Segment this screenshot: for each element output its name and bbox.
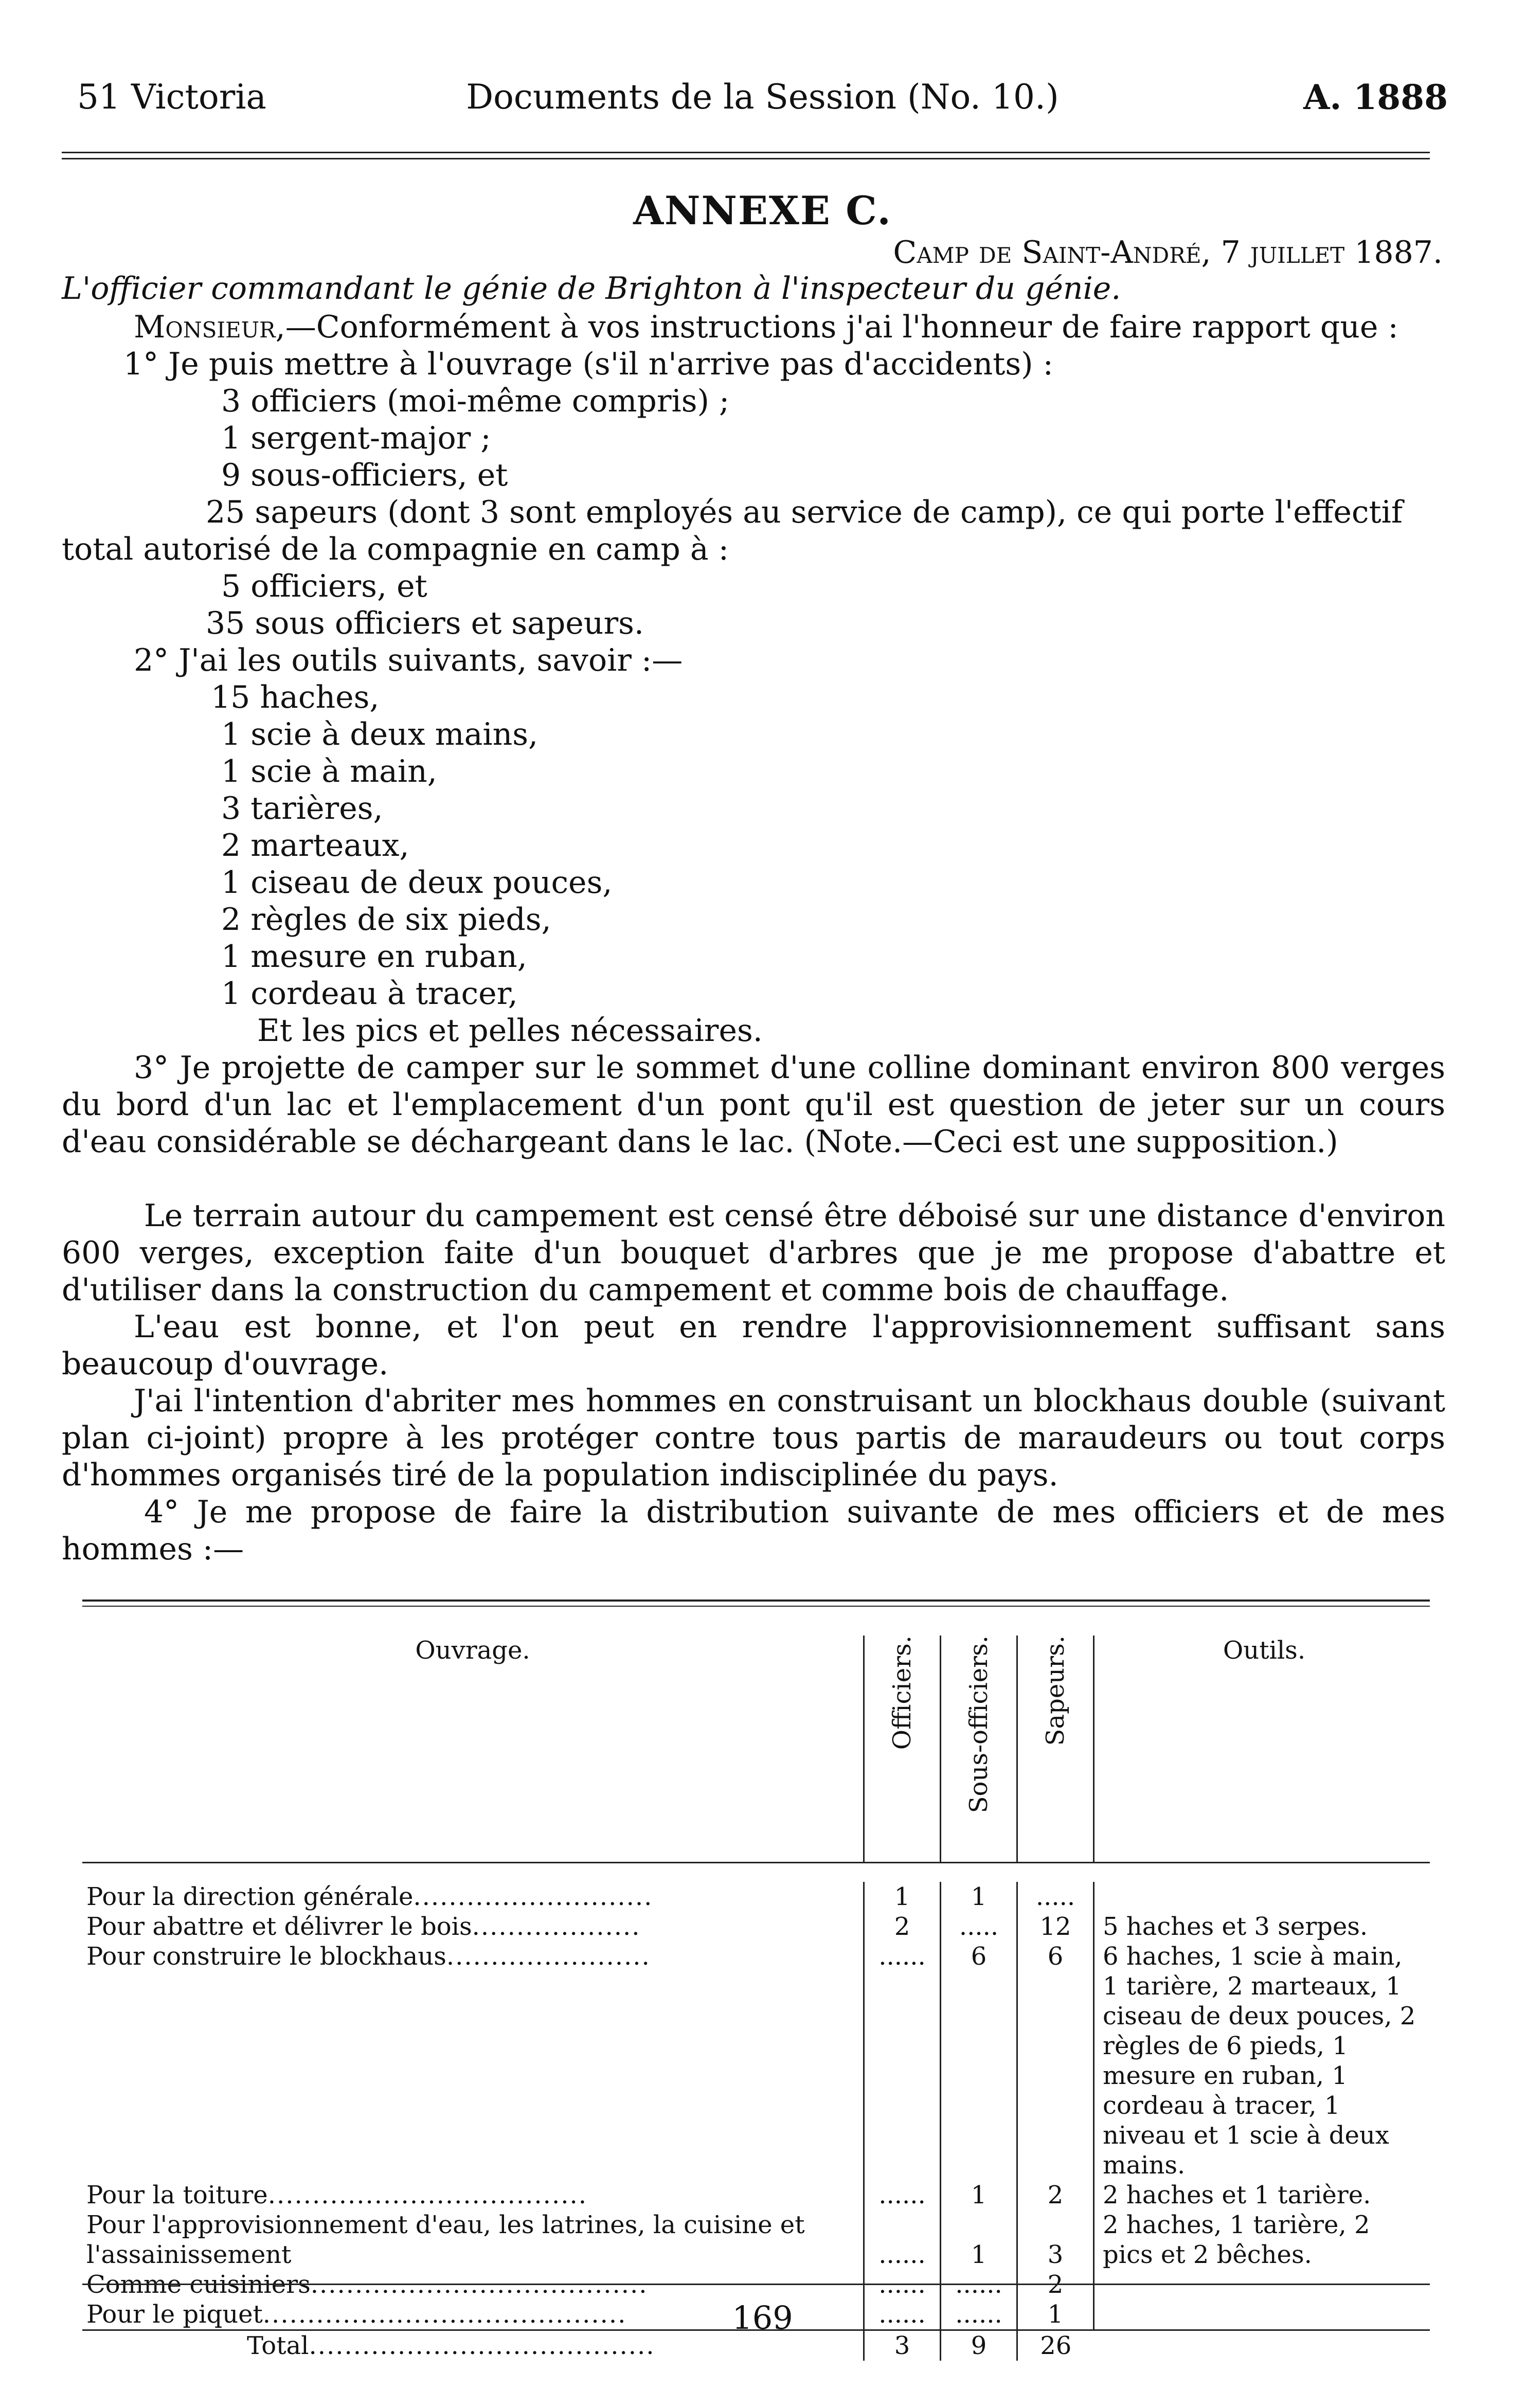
row-outils: 2 haches et 1 tarière.: [1094, 2180, 1430, 2210]
tool-item: 1 scie à main,: [221, 753, 437, 789]
row-sous-officiers: 1: [941, 2180, 1017, 2210]
header-sous-officiers: Sous-officiers.: [964, 1636, 993, 1813]
row-officiers: ......: [864, 2180, 941, 2210]
tool-item: 2 règles de six pieds,: [221, 902, 551, 938]
header-left: 51 Victoria: [77, 77, 266, 117]
row-officiers: ......: [864, 2210, 941, 2270]
p1-continuation: total autorisé de la compagnie en camp à :: [62, 531, 729, 567]
row-sous-officiers: 6: [941, 1942, 1017, 2180]
row-sapeurs: 12: [1017, 1912, 1094, 1942]
row-ouvrage: Pour le piquet.........................................: [86, 2300, 627, 2329]
total-officiers: 3: [864, 2330, 941, 2361]
p1-item: 3 officiers (moi-même compris) ;: [221, 383, 730, 419]
row-officiers: ......: [864, 1942, 941, 2180]
header-right: A. 1888: [1303, 77, 1448, 117]
tool-item: 15 haches,: [211, 679, 380, 715]
tool-item: Et les pics et pelles nécessaires.: [257, 1013, 763, 1049]
row-ouvrage: Pour construire le blockhaus.......................: [86, 1942, 651, 1971]
paragraph-terrain: Le terrain autour du campement est censé être déboisé sur une distance d'environ 600 verges, exception faite d'un bouquet d'arbres que je me propose d'abattre et d'utiliser dans la construction du campement et comme bois de chauffage.: [62, 1198, 1445, 1308]
header-sapeurs: Sapeurs.: [1041, 1636, 1070, 1746]
tool-item: 2 marteaux,: [221, 828, 409, 864]
row-outils: 2 haches, 1 tarière, 2 pics et 2 bêches.: [1094, 2210, 1430, 2270]
row-sapeurs: 1: [1017, 2299, 1094, 2330]
row-ouvrage: Pour abattre et délivrer le bois...................: [86, 1912, 641, 1941]
date-line: Camp de Saint-André, 7 juillet 1887.: [893, 235, 1443, 271]
row-sous-officiers: .....: [941, 1912, 1017, 1942]
point-1: 1° Je puis mettre à l'ouvrage (s'il n'arrive pas d'accidents) :: [123, 346, 1053, 382]
point-4: 4° Je me propose de faire la distribution suivante de mes officiers et de mes hommes :—: [62, 1494, 1445, 1567]
header-ouvrage: Ouvrage.: [415, 1636, 530, 1665]
table-rule-bottom: [82, 2284, 1430, 2285]
distribution-table: [82, 1636, 1430, 2361]
table-rule-top: [82, 1600, 1430, 1602]
row-ouvrage: Pour la toiture....................................: [86, 2181, 587, 2209]
addressee-line: L'officier commandant le génie de Brighton à l'inspecteur du génie.: [62, 271, 1121, 307]
p1-item: 25 sapeurs (dont 3 sont employés au service de camp), ce qui porte l'effectif: [206, 494, 1403, 530]
row-ouvrage: Pour la direction générale...........................: [86, 1882, 653, 1911]
point-3: 3° Je projette de camper sur le sommet d'une colline dominant environ 800 verges du bord d'un lac et l'emplacement d'un pont qu'il est question de jeter sur un cours d'eau considérable se déchargeant dans le lac. (Note.—Ceci est une supposition.): [62, 1050, 1445, 1160]
table-header-row: [82, 1636, 1430, 1863]
tool-item: 1 ciseau de deux pouces,: [221, 865, 613, 901]
total-sapeurs: 26: [1017, 2330, 1094, 2361]
header-center: Documents de la Session (No. 10.): [466, 77, 1059, 117]
tool-item: 1 scie à deux mains,: [221, 716, 539, 752]
page-number: 169: [732, 2299, 793, 2337]
header-sapeurs-cell: [1017, 1636, 1094, 1863]
intro-line: [134, 309, 1398, 346]
table-rule-top-thin: [82, 1606, 1430, 1607]
table-row: [82, 1942, 1430, 2180]
table-header-divider: [82, 1863, 1430, 1882]
p1-total: 35 sous officiers et sapeurs.: [206, 605, 644, 641]
p1-item: 9 sous-officiers, et: [221, 457, 508, 493]
table-row: [82, 2210, 1430, 2270]
point-2: 2° J'ai les outils suivants, savoir :—: [134, 642, 683, 678]
tool-item: 1 cordeau à tracer,: [221, 976, 518, 1012]
row-sous-officiers: ......: [941, 2270, 1017, 2299]
p1-item: 1 sergent-major ;: [221, 420, 491, 456]
row-sous-officiers: ......: [941, 2299, 1017, 2330]
intro-text: —Conformément à vos instructions j'ai l'honneur de faire rapport que :: [285, 309, 1398, 345]
p1-total: 5 officiers, et: [221, 568, 427, 604]
row-outils: [1094, 1882, 1430, 1912]
salutation: Monsieur,: [134, 309, 285, 345]
row-sapeurs: 6: [1017, 1942, 1094, 2180]
row-sapeurs: 3: [1017, 2210, 1094, 2270]
paragraph-blockhaus: J'ai l'intention d'abriter mes hommes en construisant un blockhaus double (suivant plan ci-joint) propre à les protéger contre tous partis de maraudeurs ou tout corps d'hommes organisés tiré de la population indisciplinée du pays.: [62, 1383, 1445, 1493]
row-sous-officiers: 1: [941, 1882, 1017, 1912]
tool-item: 3 tarières,: [221, 790, 383, 826]
paragraph-eau: L'eau est bonne, et l'on peut en rendre l'approvisionnement suffisant sans beaucoup d'ouvrage.: [62, 1309, 1445, 1382]
row-ouvrage: Comme cuisiniers......................................: [86, 2270, 648, 2299]
header-rule-bottom: [62, 158, 1430, 159]
header-rule-top: [62, 152, 1430, 153]
row-sapeurs: 2: [1017, 2270, 1094, 2299]
total-label: Total.......................................: [82, 2330, 864, 2361]
annex-title: ANNEXE C.: [633, 188, 892, 233]
row-sous-officiers: 1: [941, 2210, 1017, 2270]
table-row: [82, 2180, 1430, 2210]
header-sous-officiers-cell: [941, 1636, 1017, 1863]
header-officiers: Officiers.: [888, 1636, 917, 1750]
row-officiers: 2: [864, 1912, 941, 1942]
row-officiers: 1: [864, 1882, 941, 1912]
header-outils: Outils.: [1094, 1636, 1430, 1863]
row-ouvrage: Pour l'approvisionnement d'eau, les latrines, la cuisine et l'assainissement: [86, 2211, 805, 2269]
row-officiers: ......: [864, 2299, 941, 2330]
table-row: [82, 1882, 1430, 1912]
row-sapeurs: 2: [1017, 2180, 1094, 2210]
tool-item: 1 mesure en ruban,: [221, 939, 527, 975]
total-sous-officiers: 9: [941, 2330, 1017, 2361]
table-row: [82, 1912, 1430, 1942]
row-outils: 5 haches et 3 serpes.: [1094, 1912, 1430, 1942]
row-sapeurs: .....: [1017, 1882, 1094, 1912]
row-outils: 6 haches, 1 scie à main, 1 tarière, 2 marteaux, 1 ciseau de deux pouces, 2 règles de 6 pieds, 1 mesure en ruban, 1 cordeau à tracer, 1 niveau et 1 scie à deux mains.: [1094, 1942, 1430, 2180]
row-officiers: ......: [864, 2270, 941, 2299]
running-header: [77, 77, 1448, 129]
header-officiers-cell: [864, 1636, 941, 1863]
